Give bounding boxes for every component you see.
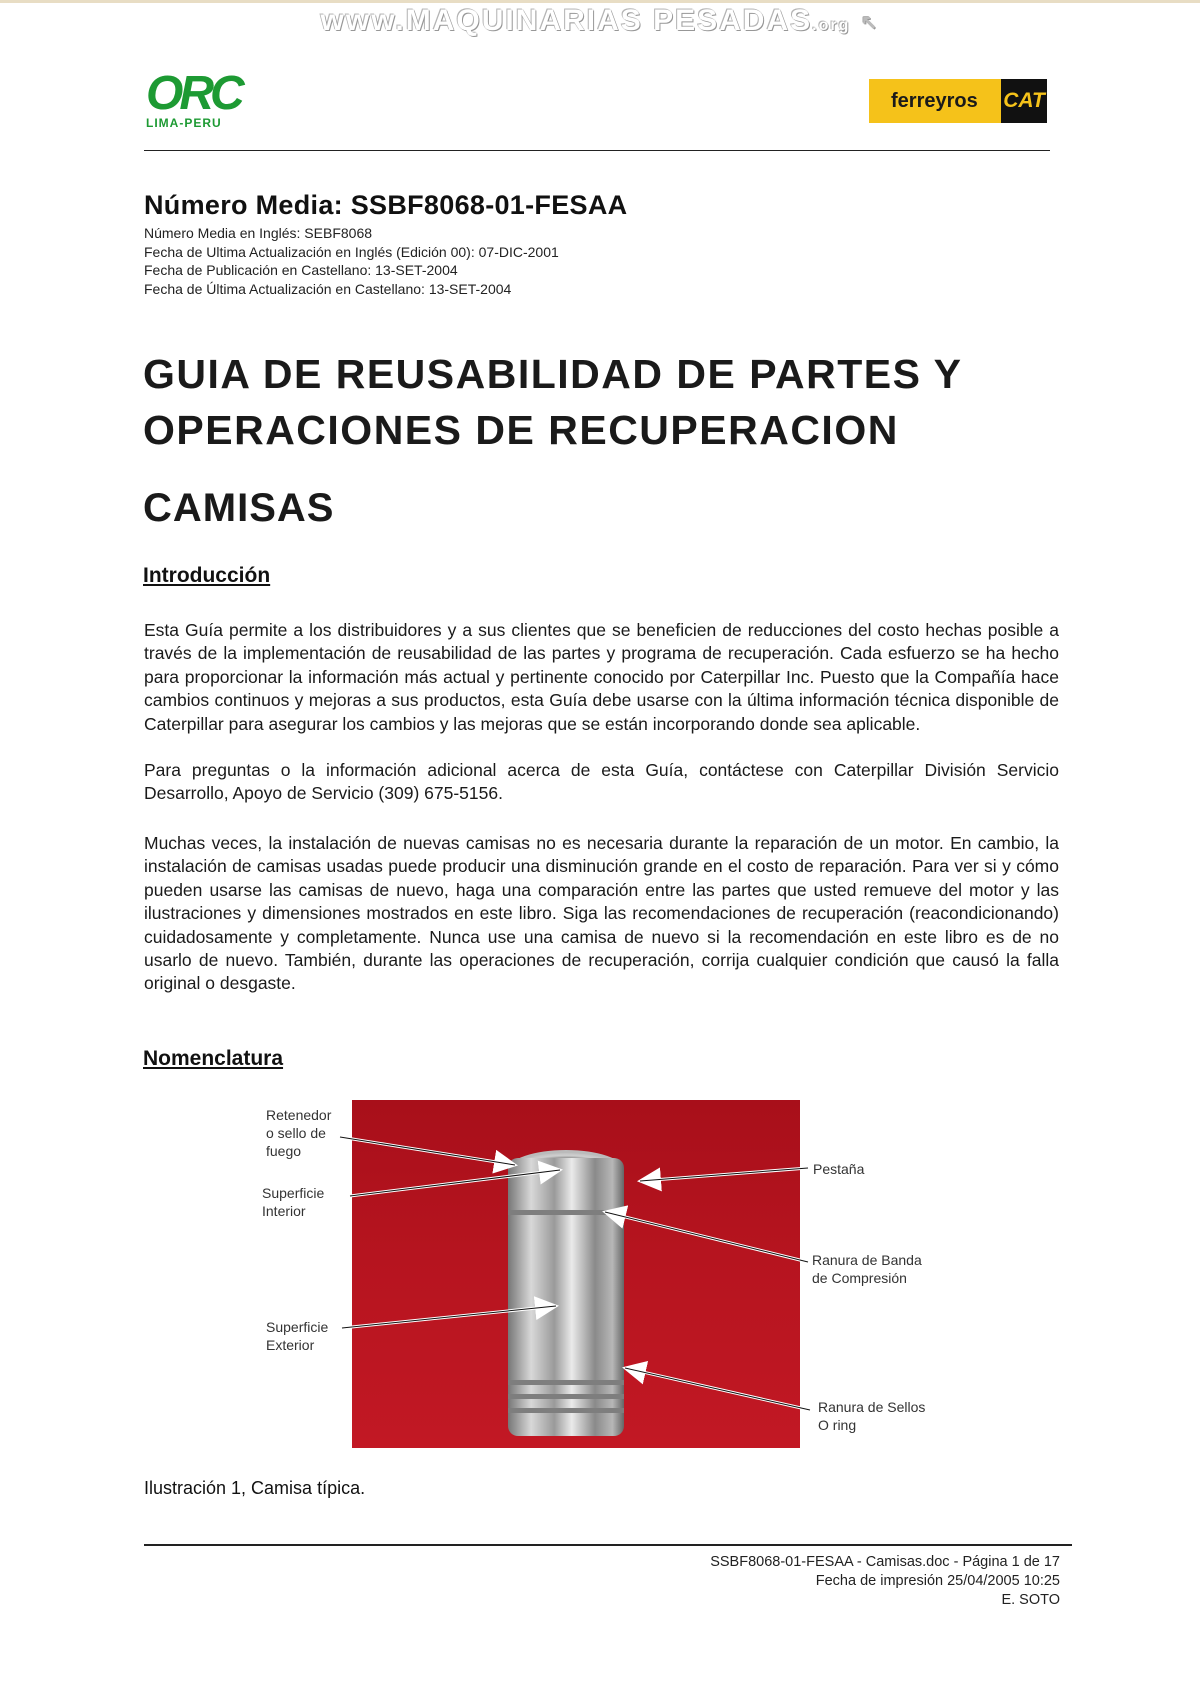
ferreyros-cat-logo [869, 79, 1047, 123]
o-ring-groove [508, 1408, 624, 1413]
footer-print-date: Fecha de impresión 25/04/2005 10:25 [815, 1573, 1060, 1589]
intro-paragraph-1: Esta Guía permite a los distribuidores y a sus clientes que se beneficien de reducciones del costo hechas posible a través de la implementación de reusabilidad de las partes y programa de recuperación. Cada esfuerzo se ha hecho para proporcionar la información más actual y pertinente conocido por Caterpillar Inc. Puesto que la Compañía hace cambios continuos y mejoras a sus productos, esta Guía debe usarse con la última información técnica disponible de Caterpillar para asegurar los cambios y las mejoras que se están incorporando donde sea aplicable. [144, 620, 1059, 734]
label-ranura-sellos [818, 1398, 925, 1434]
label-line: O ring [818, 1417, 857, 1433]
label-line: Superficie [262, 1185, 325, 1201]
title-line-2: OPERACIONES DE RECUPERACION [143, 407, 899, 453]
o-ring-groove [508, 1380, 624, 1385]
label-superficie-interior [262, 1184, 324, 1220]
label-ranura-banda [812, 1251, 922, 1287]
footer-divider [144, 1544, 1072, 1546]
figure-caption: Ilustración 1, Camisa típica. [144, 1478, 366, 1498]
label-line: Retenedor [266, 1107, 332, 1123]
title-line-1: GUIA DE REUSABILIDAD DE PARTES Y [143, 351, 963, 397]
page-footer [710, 1553, 1060, 1610]
nomenclature-heading: Nomenclatura [143, 1047, 284, 1070]
header-divider [144, 150, 1050, 151]
ferreyros-wordmark: ferreyros [891, 89, 978, 112]
media-number-title: Número Media: SSBF8068-01-FESAA [144, 190, 628, 220]
o-ring-groove [508, 1394, 624, 1399]
watermark [0, 4, 1200, 38]
intro-paragraph-2: Para preguntas o la información adicional acerca de esta Guía, contáctese con Caterpillar División Servicio Desarrollo, Apoyo de Servicio (309) 675-5156. [144, 760, 1059, 804]
watermark-suffix: .org [812, 17, 851, 34]
publication-metadata [144, 224, 559, 298]
cat-badge: CAT [1001, 79, 1047, 123]
label-line: de Compresión [812, 1270, 907, 1286]
intro-paragraph-3: Muchas veces, la instalación de nuevas camisas no es necesaria durante la reparación de un motor. En cambio, la instalación de camisas usadas puede producir una disminución grande en el costo de reparación. Para ver si y cómo pueden usarse las camisas de nuevo, haga una comparación entre las partes que usted remueve del motor y las ilustraciones y dimensiones mostrados en este libro. Siga las recomendaciones de recuperación (reacondicionando) cuidadosamente y completamente. Nunca use una camisa de nuevo si la recomendación en este libro es de no usarlo de nuevo. También, durante las operaciones de recuperación, corrija cualquier condición que causó la falla original o desgaste. [144, 833, 1059, 994]
label-line: Ranura de Banda [812, 1252, 922, 1268]
label-line: Interior [262, 1203, 306, 1219]
top-edge-line [0, 0, 1200, 3]
label-retenedor [266, 1106, 331, 1160]
label-line: fuego [266, 1143, 302, 1159]
label-line: Superficie [266, 1319, 329, 1335]
label-line: Ranura de Sellos [818, 1399, 926, 1415]
intro-heading: Introducción [143, 564, 271, 587]
document-title [143, 346, 963, 458]
footer-author: E. SOTO [1001, 1592, 1060, 1608]
section-title: CAMISAS [143, 486, 335, 530]
label-line: Exterior [266, 1337, 315, 1353]
meta-line: Fecha de Ultima Actualización en Inglés (Edición 00): 07-DIC-2001 [144, 243, 559, 260]
footer-document-page: SSBF8068-01-FESAA - Camisas.doc - Página 1 de 17 [710, 1554, 1060, 1570]
meta-line: Número Media en Inglés: SEBF8068 [144, 225, 373, 241]
label-pestana [813, 1160, 864, 1178]
compression-band-groove [508, 1210, 624, 1215]
meta-line: Fecha de Publicación en Castellano: 13-SET-2004 [144, 262, 458, 278]
watermark-main: www.MAQUINARIAS PESADAS [320, 4, 813, 37]
orc-logo-subtitle: LIMA-PERU [146, 116, 222, 130]
cursor-icon: ↖ [860, 13, 880, 35]
label-line: Pestaña [813, 1161, 865, 1177]
label-superficie-exterior [266, 1318, 328, 1354]
orc-logo-mark: ORC [146, 67, 241, 120]
label-line: o sello de [266, 1125, 326, 1141]
orc-logo [146, 67, 256, 130]
meta-line: Fecha de Última Actualización en Castellano: 13-SET-2004 [144, 280, 512, 297]
